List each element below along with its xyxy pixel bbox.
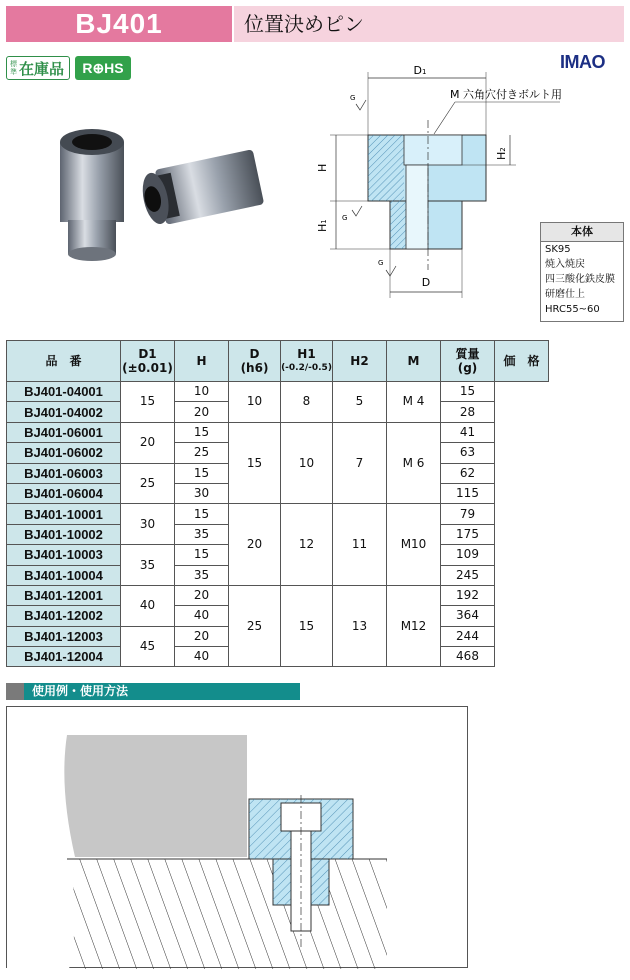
usage-section-title: 使用例・使用方法 xyxy=(6,683,300,700)
cell-mass: 192 xyxy=(441,585,495,605)
cell-mass: 62 xyxy=(441,463,495,483)
cell-code: BJ401-04002 xyxy=(7,402,121,422)
stock-badge xyxy=(6,56,70,80)
cell-h: 35 xyxy=(175,565,229,585)
cell-h2: 7 xyxy=(333,422,387,504)
cell-code: BJ401-12003 xyxy=(7,626,121,646)
cell-d1: 15 xyxy=(121,382,175,423)
product-code: BJ401 xyxy=(6,6,232,42)
cell-mass: 364 xyxy=(441,606,495,626)
dim-h2: H2 xyxy=(495,147,508,160)
col-h: H xyxy=(175,341,229,382)
col-d: D (h6) xyxy=(229,341,281,382)
cell-d: 20 xyxy=(229,504,281,586)
stock-badge-small: 標準 xyxy=(10,60,17,76)
table-row xyxy=(7,382,549,402)
cell-h2: 13 xyxy=(333,585,387,667)
cell-h: 10 xyxy=(175,382,229,402)
cell-d1: 30 xyxy=(121,504,175,545)
cell-d: 25 xyxy=(229,585,281,667)
cell-h: 20 xyxy=(175,626,229,646)
cell-d1: 35 xyxy=(121,545,175,586)
cell-h: 15 xyxy=(175,463,229,483)
usage-drawing xyxy=(7,707,469,969)
table-row xyxy=(7,422,549,442)
col-h2: H2 xyxy=(333,341,387,382)
dim-m-note: M 六角穴付きボルト用 xyxy=(450,88,562,101)
cell-mass: 245 xyxy=(441,565,495,585)
cell-code: BJ401-10001 xyxy=(7,504,121,524)
cell-d1: 25 xyxy=(121,463,175,504)
cell-mass: 468 xyxy=(441,647,495,667)
dim-h1: H1 xyxy=(316,219,329,232)
col-code: 品 番 xyxy=(7,341,121,382)
cell-d1: 40 xyxy=(121,585,175,626)
cell-h: 20 xyxy=(175,402,229,422)
cell-h1: 12 xyxy=(281,504,333,586)
cell-code: BJ401-10004 xyxy=(7,565,121,585)
cell-code: BJ401-04001 xyxy=(7,382,121,402)
g-mark-bottom: G xyxy=(378,259,384,267)
cell-h: 35 xyxy=(175,524,229,544)
cell-mass: 15 xyxy=(441,382,495,402)
cell-m: M10 xyxy=(387,504,441,586)
cell-d: 15 xyxy=(229,422,281,504)
cell-code: BJ401-12002 xyxy=(7,606,121,626)
stock-badge-label: 在庫品 xyxy=(19,59,65,78)
cell-mass: 79 xyxy=(441,504,495,524)
cell-h2: 5 xyxy=(333,382,387,423)
cell-code: BJ401-06003 xyxy=(7,463,121,483)
product-title: 位置決めピン xyxy=(234,6,624,42)
cell-code: BJ401-06004 xyxy=(7,483,121,503)
dim-d: D xyxy=(421,276,431,289)
cell-h: 30 xyxy=(175,483,229,503)
spec-line: 研磨仕上 xyxy=(545,289,585,300)
spec-line: HRC55~60 xyxy=(545,304,600,315)
cell-mass: 41 xyxy=(441,422,495,442)
spec-box xyxy=(540,222,624,322)
col-price: 価 格 xyxy=(495,341,549,382)
cell-code: BJ401-10002 xyxy=(7,524,121,544)
g-mark-mid: G xyxy=(342,214,348,222)
cell-d: 10 xyxy=(229,382,281,423)
rohs-badge: R⊕HS xyxy=(75,56,131,80)
cell-mass: 115 xyxy=(441,483,495,503)
cell-m: M12 xyxy=(387,585,441,667)
col-mass: 質量 (g) xyxy=(441,341,495,382)
dim-h: H xyxy=(316,163,329,172)
spec-line: SK95 xyxy=(545,244,571,255)
product-photo xyxy=(40,120,270,270)
spec-title: 本体 xyxy=(541,223,623,242)
cell-mass: 63 xyxy=(441,443,495,463)
cell-h: 20 xyxy=(175,585,229,605)
spec-line: 四三酸化鉄皮膜 xyxy=(545,274,615,285)
cell-mass: 109 xyxy=(441,545,495,565)
cell-d1: 45 xyxy=(121,626,175,667)
cell-m: M 6 xyxy=(387,422,441,504)
table-row xyxy=(7,585,549,605)
dim-d1: D1 xyxy=(413,64,427,77)
cell-h2: 11 xyxy=(333,504,387,586)
cell-code: BJ401-06002 xyxy=(7,443,121,463)
cell-price xyxy=(495,382,549,667)
g-mark-top: G xyxy=(350,94,356,102)
cell-mass: 28 xyxy=(441,402,495,422)
cell-h: 40 xyxy=(175,606,229,626)
cell-h: 15 xyxy=(175,545,229,565)
col-m: M xyxy=(387,341,441,382)
usage-diagram xyxy=(6,706,468,968)
cell-code: BJ401-12001 xyxy=(7,585,121,605)
cell-h: 15 xyxy=(175,504,229,524)
table-row xyxy=(7,504,549,524)
cell-h: 40 xyxy=(175,647,229,667)
cell-mass: 175 xyxy=(441,524,495,544)
cell-h1: 8 xyxy=(281,382,333,423)
cell-d1: 20 xyxy=(121,422,175,463)
cell-h: 25 xyxy=(175,443,229,463)
cell-code: BJ401-06001 xyxy=(7,422,121,442)
cell-code: BJ401-12004 xyxy=(7,647,121,667)
col-d1: D1 (±0.01) xyxy=(121,341,175,382)
cell-h: 15 xyxy=(175,422,229,442)
cell-h1: 15 xyxy=(281,585,333,667)
brand-logo: IMAO xyxy=(560,52,605,72)
section-marker xyxy=(6,683,24,700)
cell-h1: 10 xyxy=(281,422,333,504)
spec-line: 焼入焼戻 xyxy=(545,259,585,270)
col-h1: H1 (-0.2/-0.5) xyxy=(281,341,333,382)
table-header-row xyxy=(7,341,549,382)
cell-code: BJ401-10003 xyxy=(7,545,121,565)
spec-table xyxy=(6,340,549,667)
cell-m: M 4 xyxy=(387,382,441,423)
cell-mass: 244 xyxy=(441,626,495,646)
